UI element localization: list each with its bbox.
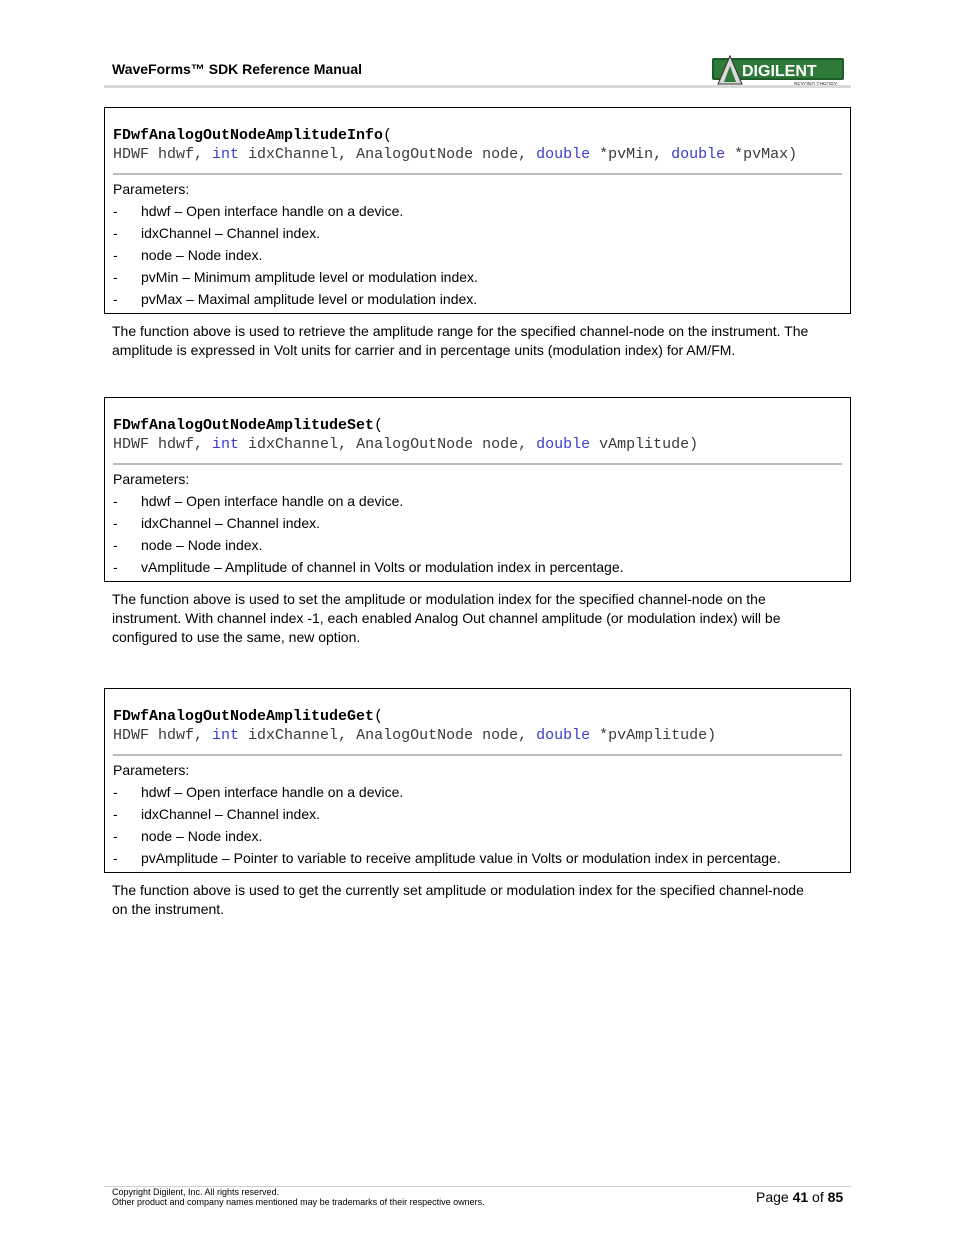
parameter-text: idxChannel – Channel index.: [141, 225, 321, 241]
digilent-logo: [712, 55, 844, 87]
signature-text: vAmplitude): [590, 436, 699, 453]
type-keyword: int: [212, 146, 240, 163]
bullet-dash: -: [113, 537, 118, 553]
parameter-item: [113, 244, 842, 266]
parameter-item: [113, 556, 842, 578]
parameter-item: [113, 803, 842, 825]
signature-text: HDWF hdwf,: [113, 727, 213, 744]
parameter-item: [113, 200, 842, 222]
parameter-text: hdwf – Open interface handle on a device.: [141, 784, 404, 800]
signature-divider: [113, 463, 842, 465]
function-description: [112, 590, 842, 647]
bullet-dash: -: [113, 515, 118, 531]
parameter-item: [113, 288, 842, 310]
bullet-dash: -: [113, 806, 118, 822]
open-paren: (: [374, 417, 384, 434]
function-name: FDwfAnalogOutNodeAmplitudeInfo: [113, 127, 384, 144]
type-keyword: int: [212, 727, 240, 744]
bullet-dash: -: [113, 247, 118, 263]
function-name: FDwfAnalogOutNodeAmplitudeGet: [113, 708, 375, 725]
bullet-dash: -: [113, 493, 118, 509]
signature-args: [113, 436, 698, 453]
type-keyword: int: [212, 436, 240, 453]
parameter-text: node – Node index.: [141, 828, 263, 844]
parameter-text: vAmplitude – Amplitude of channel in Volts or modulation index in percentage.: [141, 559, 624, 575]
signature-text: HDWF hdwf,: [113, 436, 213, 453]
bullet-dash: -: [113, 269, 118, 285]
open-paren: (: [374, 708, 384, 725]
signature-args: [113, 146, 797, 163]
header-divider: [104, 85, 851, 88]
parameter-text: hdwf – Open interface handle on a device.: [141, 203, 404, 219]
parameter-item: [113, 512, 842, 534]
parameter-text: idxChannel – Channel index.: [141, 515, 321, 531]
parameter-item: [113, 490, 842, 512]
parameters-label: Parameters:: [113, 762, 190, 778]
type-keyword: double: [536, 727, 591, 744]
parameter-text: pvMax – Maximal amplitude level or modulation index.: [141, 291, 478, 307]
parameter-text: node – Node index.: [141, 537, 263, 553]
page-number: Page 41 of 85: [756, 1189, 844, 1205]
current-page: 41: [792, 1189, 809, 1205]
bullet-dash: -: [113, 784, 118, 800]
parameters-list: [113, 178, 842, 310]
description-line: The function above is used to retrieve the amplitude range for the specified channel-node on the instrument. The: [112, 323, 809, 339]
parameter-item: [113, 847, 842, 869]
copyright-text: Copyright Digilent, Inc. All rights reserved.: [112, 1187, 280, 1197]
bullet-dash: -: [113, 203, 118, 219]
bullet-dash: -: [113, 225, 118, 241]
function-name: FDwfAnalogOutNodeAmplitudeSet: [113, 417, 375, 434]
parameters-label: Parameters:: [113, 471, 190, 487]
signature-text: HDWF hdwf,: [113, 146, 213, 163]
bullet-dash: -: [113, 559, 118, 575]
function-box-amplitude-get: [104, 688, 851, 873]
svg-text:DIGILENT: DIGILENT: [742, 63, 817, 80]
footer-legal: [112, 1187, 485, 1207]
open-paren: (: [383, 127, 393, 144]
signature-args: [113, 727, 716, 744]
signature-text: *pvMin,: [590, 146, 672, 163]
description-line: on the instrument.: [112, 901, 225, 917]
function-signature: [113, 126, 797, 164]
type-keyword: double: [671, 146, 726, 163]
bullet-dash: -: [113, 850, 118, 866]
function-box-amplitude-set: [104, 397, 851, 582]
parameters-list: [113, 759, 842, 869]
parameter-item: [113, 534, 842, 556]
description-line: The function above is used to set the amplitude or modulation index for the specified channel-node on the: [112, 591, 766, 607]
function-signature: [113, 416, 698, 454]
bullet-dash: -: [113, 828, 118, 844]
parameter-item: [113, 266, 842, 288]
parameter-item: [113, 825, 842, 847]
signature-text: idxChannel, AnalogOutNode node,: [239, 727, 537, 744]
description-line: amplitude is expressed in Volt units for carrier and in percentage units (modulation index) for AM/FM.: [112, 342, 736, 358]
function-description: [112, 881, 842, 919]
signature-divider: [113, 173, 842, 175]
parameter-text: idxChannel – Channel index.: [141, 806, 321, 822]
description-line: instrument. With channel index -1, each enabled Analog Out channel amplitude (or modulation index) will be: [112, 610, 781, 626]
parameters-list: [113, 468, 842, 578]
signature-text: idxChannel, AnalogOutNode node,: [239, 146, 537, 163]
signature-text: idxChannel, AnalogOutNode node,: [239, 436, 537, 453]
signature-text: *pvAmplitude): [590, 727, 717, 744]
signature-divider: [113, 754, 842, 756]
parameter-item: [113, 222, 842, 244]
total-pages: 85: [827, 1189, 844, 1205]
parameter-text: pvAmplitude – Pointer to variable to receive amplitude value in Volts or modulation index in percentage.: [141, 850, 781, 866]
function-signature: [113, 707, 716, 745]
type-keyword: double: [536, 146, 591, 163]
description-line: The function above is used to get the currently set amplitude or modulation index for the specified channel-node: [112, 882, 804, 898]
bullet-dash: -: [113, 291, 118, 307]
trademark-text: Other product and company names mentioned may be trademarks of their respective owners.: [112, 1197, 485, 1207]
signature-text: *pvMax): [725, 146, 798, 163]
parameter-item: [113, 781, 842, 803]
type-keyword: double: [536, 436, 591, 453]
description-line: configured to use the same, new option.: [112, 629, 361, 645]
parameter-text: node – Node index.: [141, 247, 263, 263]
function-description: [112, 322, 842, 360]
manual-title: WaveForms™ SDK Reference Manual: [112, 61, 362, 77]
parameter-text: pvMin – Minimum amplitude level or modulation index.: [141, 269, 478, 285]
parameters-label: Parameters:: [113, 181, 190, 197]
function-box-amplitude-info: [104, 107, 851, 314]
parameter-text: hdwf – Open interface handle on a device.: [141, 493, 404, 509]
